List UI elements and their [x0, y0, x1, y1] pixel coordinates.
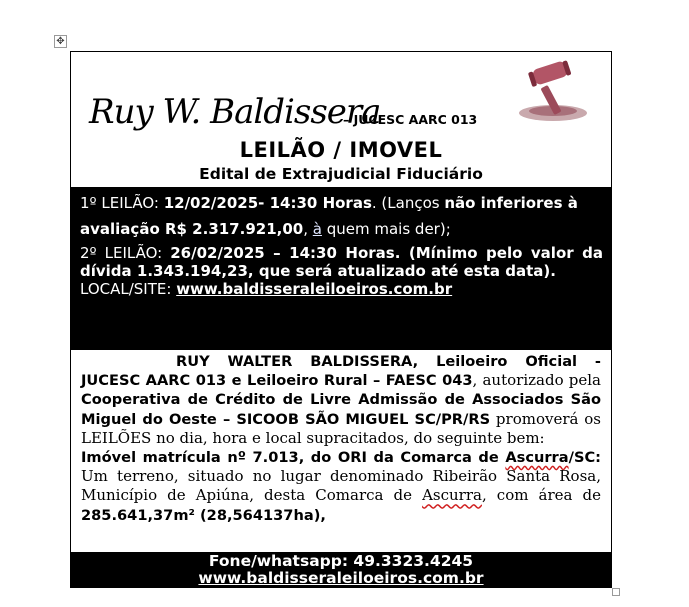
first-auction-end: quem mais der); [321, 220, 451, 238]
first-auction-sep: , [303, 220, 313, 238]
notice-body [71, 350, 611, 525]
property-city: Ascurra [505, 449, 569, 467]
first-auction-minimum: não inferiores à avaliação R$ 2.317.921,00 [80, 194, 578, 238]
first-auction-line [80, 190, 603, 242]
notice-subtitle: Edital de Extrajudicial Fiduciário [199, 165, 483, 183]
contact-phone: Fone/whatsapp: 49.3323.4245 [208, 552, 474, 570]
first-auction-label: 1º LEILÃO: [80, 194, 164, 212]
body-text-2: promoverá os LEILÕES no dia, hora e local supracitados, do seguinte bem: [81, 409, 601, 447]
first-auction-note: . (Lanços [371, 194, 445, 212]
auctioneer-name: RUY WALTER BALDISSERA, Leiloeiro Oficial - JUCESC AARC 013 e Leiloeiro Rural – FAESC 043 [81, 353, 601, 390]
location-url-link[interactable]: www.baldisseraleiloeiros.com.br [176, 280, 453, 298]
location-line [80, 280, 603, 298]
location-label: LOCAL/SITE: [80, 280, 177, 298]
notice-title: LEILÃO / IMOVEL [239, 138, 443, 162]
auctioneer-signature: Ruy W. Baldissera [89, 92, 381, 132]
property-description: Um terreno, situado no lugar denominado Ribeirão Santa Rosa, Município de Apiúna, desta Comarca de [81, 467, 601, 505]
property-title: Imóvel matrícula nº 7.013, do ORI da Comarca de [81, 449, 506, 467]
property-area: 285.641,37m² (28,564137ha), [81, 506, 326, 524]
registry-code: – JUCESC AARC 013 [343, 112, 478, 127]
table-move-handle[interactable]: ✥ [54, 35, 67, 48]
first-auction-time: - 14:30 Horas [258, 194, 372, 212]
second-auction-label: 2º LEILÃO: [80, 244, 171, 262]
first-auction-date: 12/02/2025 [163, 194, 259, 212]
second-auction-text: 26/02/2025 – 14:30 Horas. (Mínimo pelo valor da dívida 1.343.194,23, que será atualizado até esta data). [80, 244, 603, 280]
second-auction-line [80, 244, 603, 280]
header-section [71, 52, 611, 187]
table-resize-handle[interactable] [612, 588, 620, 596]
property-city-2: Ascurra [422, 486, 482, 505]
footer-url-link[interactable]: www.baldisseraleiloeiros.com.br [198, 569, 484, 587]
contact-footer [71, 552, 611, 587]
first-auction-a: à [312, 220, 322, 238]
property-state: /SC: [568, 449, 601, 467]
notice-table [70, 51, 612, 588]
auction-dates-block [71, 187, 611, 350]
creditor-name: Cooperativa de Crédito de Livre Admissão de Associados São Miguel do Oeste – SICOOB SÃO MIGUEL SC/PR/RS [81, 391, 601, 428]
property-description-2: , com área de [481, 486, 602, 505]
body-text-1: , autorizado pela [472, 371, 601, 390]
gavel-icon [511, 55, 595, 125]
